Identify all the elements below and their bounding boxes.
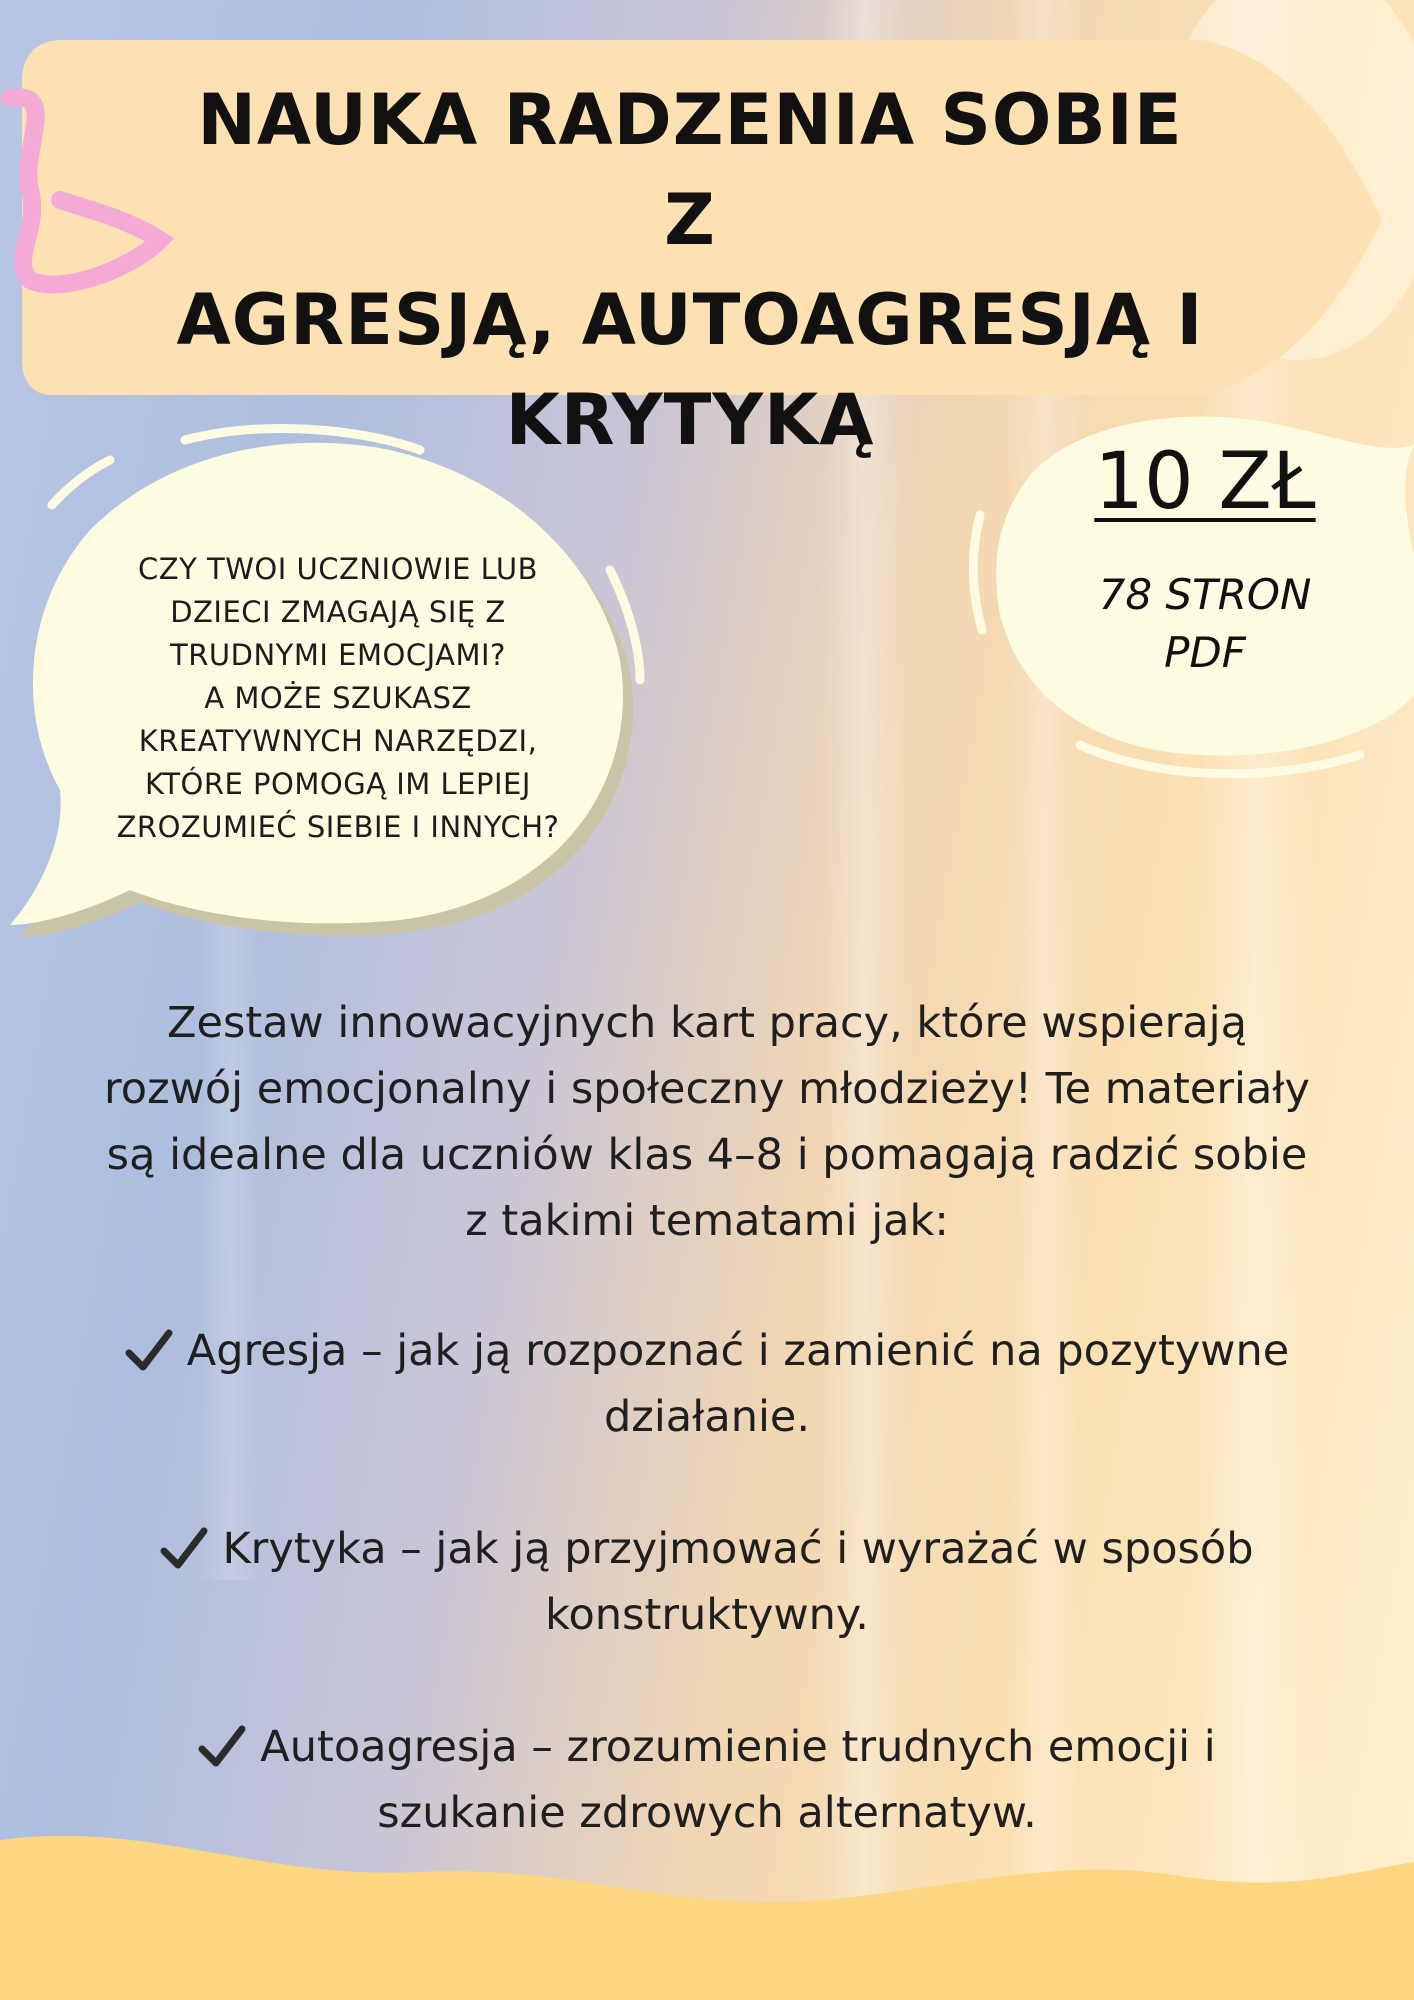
benefit-item-self-aggression <box>20 1714 1394 1846</box>
check-icon <box>160 1525 208 1571</box>
check-icon <box>125 1327 173 1373</box>
price-label: 10 ZŁ <box>1094 437 1316 527</box>
page-title: NAUKA RADZENIA SOBIE Z AGRESJĄ, AUTOAGRESJĄ I KRYTYKĄ <box>176 79 1204 461</box>
product-description: Zestaw innowacyjnych kart pracy, które wspierają rozwój emocjonalny i społeczny młodzieży! Te materiały są idealne dla uczniów klas 4–8 i pomagają radzić sobie z takimi tematami jak: <box>104 998 1310 1246</box>
benefit-line-1: Krytyka – jak ją przyjmować i wyrażać w sposób <box>222 1524 1254 1574</box>
benefit-line-2: konstruktywny. <box>545 1590 869 1640</box>
question-text: CZY TWOI UCZNIOWIE LUB DZIECI ZMAGAJĄ SIĘ Z TRUDNYMI EMOCJAMI? A MOŻE SZUKASZ KREATYWNYCH NARZĘDZI, KTÓRE POMOGĄ IM LEPIEJ ZROZUMIEĆ SIEBIE I INNYCH? <box>116 552 560 844</box>
benefit-line-2: działanie. <box>603 1392 811 1442</box>
benefit-line-1: Agresja – jak ją rozpoznać i zamienić na pozytywne <box>186 1326 1290 1376</box>
benefit-line-1: Autoagresja – zrozumienie trudnych emocji i <box>260 1722 1216 1772</box>
benefit-item-aggression <box>20 1318 1394 1450</box>
benefit-item-criticism <box>20 1516 1394 1648</box>
check-icon <box>198 1723 246 1769</box>
pages-format-label: 78 STRON PDF <box>1098 570 1312 677</box>
pink-swirl-decoration <box>0 80 180 300</box>
benefit-line-2: szukanie zdrowych alternatyw. <box>377 1788 1037 1838</box>
